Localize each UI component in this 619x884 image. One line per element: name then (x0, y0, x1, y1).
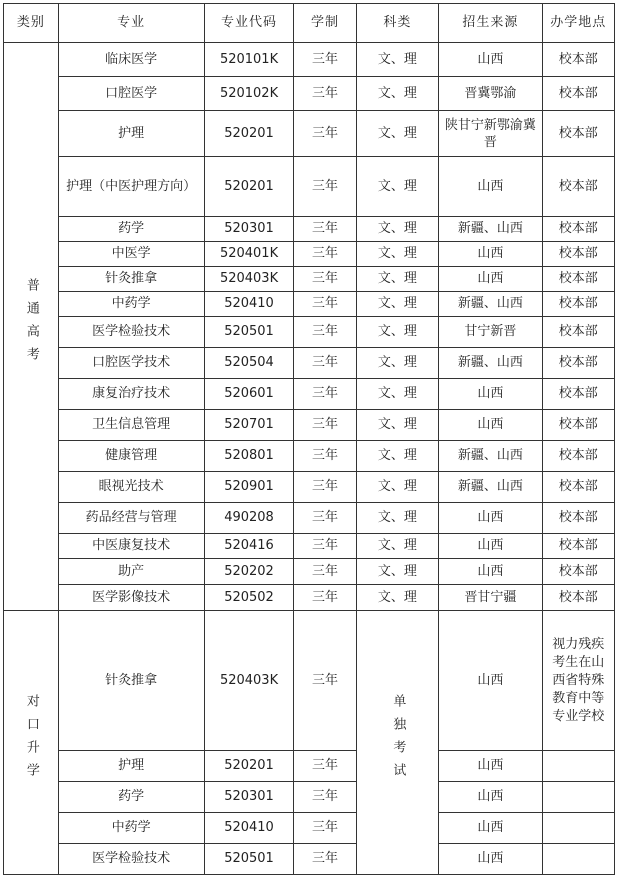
subject-cell: 文、理 (356, 292, 439, 317)
years-cell: 三年 (294, 292, 356, 317)
header-category: 类别 (4, 4, 59, 43)
code-cell: 520403K (204, 611, 294, 751)
location-cell-special: 视力残疾考生在山西省特殊教育中等专业学校 (542, 611, 614, 751)
years-cell: 三年 (294, 472, 356, 503)
location-cell: 校本部 (542, 217, 614, 242)
table-row (4, 157, 615, 217)
major-cell: 中药学 (58, 813, 204, 844)
code-cell: 520102K (204, 77, 294, 111)
location-cell-empty (542, 751, 614, 782)
code-cell: 520403K (204, 267, 294, 292)
source-cell: 山西 (439, 43, 542, 77)
years-cell: 三年 (294, 534, 356, 559)
location-cell: 校本部 (542, 559, 614, 585)
location-cell-empty (542, 844, 614, 875)
code-cell: 520201 (204, 157, 294, 217)
years-cell: 三年 (294, 503, 356, 534)
table-row (4, 267, 615, 292)
major-cell: 针灸推拿 (58, 267, 204, 292)
years-cell: 三年 (294, 611, 356, 751)
table-row (4, 242, 615, 267)
location-cell: 校本部 (542, 292, 614, 317)
location-cell: 校本部 (542, 242, 614, 267)
location-cell: 校本部 (542, 379, 614, 410)
header-row (4, 4, 615, 43)
source-cell: 晋冀鄂渝 (439, 77, 542, 111)
years-cell: 三年 (294, 782, 356, 813)
location-cell: 校本部 (542, 111, 614, 157)
years-cell: 三年 (294, 111, 356, 157)
table-row (4, 751, 615, 782)
subject-cell: 文、理 (356, 267, 439, 292)
location-cell: 校本部 (542, 503, 614, 534)
years-cell: 三年 (294, 267, 356, 292)
code-cell: 490208 (204, 503, 294, 534)
years-cell: 三年 (294, 242, 356, 267)
code-cell: 520801 (204, 441, 294, 472)
major-cell: 健康管理 (58, 441, 204, 472)
table-row (4, 292, 615, 317)
table-row (4, 782, 615, 813)
source-cell: 山西 (439, 751, 542, 782)
header-code: 专业代码 (204, 4, 294, 43)
major-cell: 口腔医学 (58, 77, 204, 111)
header-source: 招生来源 (439, 4, 542, 43)
source-cell: 山西 (439, 267, 542, 292)
major-cell: 医学检验技术 (58, 844, 204, 875)
major-cell: 药品经营与管理 (58, 503, 204, 534)
years-cell: 三年 (294, 585, 356, 611)
major-cell: 医学检验技术 (58, 317, 204, 348)
major-cell: 中医康复技术 (58, 534, 204, 559)
subject-cell: 文、理 (356, 242, 439, 267)
years-cell: 三年 (294, 559, 356, 585)
source-cell: 山西 (439, 534, 542, 559)
major-cell: 针灸推拿 (58, 611, 204, 751)
code-cell: 520901 (204, 472, 294, 503)
major-cell: 康复治疗技术 (58, 379, 204, 410)
table-row (4, 441, 615, 472)
code-cell: 520301 (204, 782, 294, 813)
code-cell: 520410 (204, 292, 294, 317)
code-cell: 520501 (204, 317, 294, 348)
major-cell: 中药学 (58, 292, 204, 317)
major-cell: 中医学 (58, 242, 204, 267)
source-cell: 山西 (439, 242, 542, 267)
location-cell: 校本部 (542, 472, 614, 503)
table-row (4, 585, 615, 611)
location-cell: 校本部 (542, 410, 614, 441)
source-cell: 山西 (439, 503, 542, 534)
years-cell: 三年 (294, 157, 356, 217)
years-cell: 三年 (294, 217, 356, 242)
years-cell: 三年 (294, 43, 356, 77)
major-cell: 临床医学 (58, 43, 204, 77)
code-cell: 520401K (204, 242, 294, 267)
years-cell: 三年 (294, 317, 356, 348)
subject-cell: 文、理 (356, 157, 439, 217)
table-row (4, 534, 615, 559)
table-row (4, 379, 615, 410)
years-cell: 三年 (294, 410, 356, 441)
location-cell: 校本部 (542, 317, 614, 348)
table-row (4, 611, 615, 751)
location-cell: 校本部 (542, 77, 614, 111)
source-cell: 新疆、山西 (439, 441, 542, 472)
location-cell: 校本部 (542, 43, 614, 77)
location-cell: 校本部 (542, 157, 614, 217)
location-cell: 校本部 (542, 441, 614, 472)
subject-cell: 文、理 (356, 77, 439, 111)
code-cell: 520601 (204, 379, 294, 410)
code-cell: 520502 (204, 585, 294, 611)
source-cell: 山西 (439, 410, 542, 441)
header-years: 学制 (294, 4, 356, 43)
major-cell: 口腔医学技术 (58, 348, 204, 379)
table-row (4, 348, 615, 379)
source-cell: 山西 (439, 844, 542, 875)
source-cell: 山西 (439, 611, 542, 751)
table-row (4, 472, 615, 503)
table-row (4, 317, 615, 348)
group-label-counterpart: 对口升学 (4, 611, 59, 875)
source-cell: 山西 (439, 782, 542, 813)
code-cell: 520202 (204, 559, 294, 585)
source-cell: 新疆、山西 (439, 217, 542, 242)
source-cell: 山西 (439, 157, 542, 217)
admissions-table (3, 3, 615, 875)
subject-cell: 文、理 (356, 43, 439, 77)
code-cell: 520504 (204, 348, 294, 379)
years-cell: 三年 (294, 379, 356, 410)
table-row (4, 111, 615, 157)
code-cell: 520201 (204, 751, 294, 782)
source-cell: 新疆、山西 (439, 348, 542, 379)
table-row (4, 844, 615, 875)
location-cell: 校本部 (542, 585, 614, 611)
years-cell: 三年 (294, 441, 356, 472)
group-label-regular: 普通高考 (4, 43, 59, 611)
subject-cell: 文、理 (356, 441, 439, 472)
code-cell: 520410 (204, 813, 294, 844)
header-subject-type: 科类 (356, 4, 439, 43)
subject-cell: 文、理 (356, 503, 439, 534)
subject-cell-separate-exam: 单独考试 (356, 611, 439, 875)
years-cell: 三年 (294, 77, 356, 111)
table-row (4, 410, 615, 441)
major-cell: 助产 (58, 559, 204, 585)
code-cell: 520301 (204, 217, 294, 242)
source-cell: 新疆、山西 (439, 292, 542, 317)
code-cell: 520701 (204, 410, 294, 441)
subject-cell: 文、理 (356, 379, 439, 410)
subject-cell: 文、理 (356, 410, 439, 441)
header-major: 专业 (58, 4, 204, 43)
years-cell: 三年 (294, 348, 356, 379)
location-cell: 校本部 (542, 534, 614, 559)
years-cell: 三年 (294, 813, 356, 844)
source-cell: 晋甘宁疆 (439, 585, 542, 611)
source-cell: 陕甘宁新鄂渝冀晋 (439, 111, 542, 157)
major-cell: 药学 (58, 217, 204, 242)
years-cell: 三年 (294, 844, 356, 875)
location-cell-empty (542, 813, 614, 844)
table-row (4, 77, 615, 111)
major-cell: 眼视光技术 (58, 472, 204, 503)
major-cell: 护理（中医护理方向） (58, 157, 204, 217)
code-cell: 520101K (204, 43, 294, 77)
location-cell: 校本部 (542, 348, 614, 379)
source-cell: 山西 (439, 559, 542, 585)
major-cell: 卫生信息管理 (58, 410, 204, 441)
subject-cell: 文、理 (356, 217, 439, 242)
header-location: 办学地点 (542, 4, 614, 43)
table-row (4, 559, 615, 585)
major-cell: 药学 (58, 782, 204, 813)
source-cell: 山西 (439, 379, 542, 410)
source-cell: 甘宁新晋 (439, 317, 542, 348)
subject-cell: 文、理 (356, 348, 439, 379)
table-row (4, 43, 615, 77)
subject-cell: 文、理 (356, 559, 439, 585)
table-row (4, 813, 615, 844)
subject-cell: 文、理 (356, 534, 439, 559)
major-cell: 护理 (58, 111, 204, 157)
major-cell: 护理 (58, 751, 204, 782)
code-cell: 520416 (204, 534, 294, 559)
subject-cell: 文、理 (356, 317, 439, 348)
table-row (4, 503, 615, 534)
location-cell: 校本部 (542, 267, 614, 292)
location-cell-empty (542, 782, 614, 813)
subject-cell: 文、理 (356, 585, 439, 611)
years-cell: 三年 (294, 751, 356, 782)
table-row (4, 217, 615, 242)
source-cell: 山西 (439, 813, 542, 844)
source-cell: 新疆、山西 (439, 472, 542, 503)
major-cell: 医学影像技术 (58, 585, 204, 611)
subject-cell: 文、理 (356, 111, 439, 157)
code-cell: 520201 (204, 111, 294, 157)
code-cell: 520501 (204, 844, 294, 875)
subject-cell: 文、理 (356, 472, 439, 503)
